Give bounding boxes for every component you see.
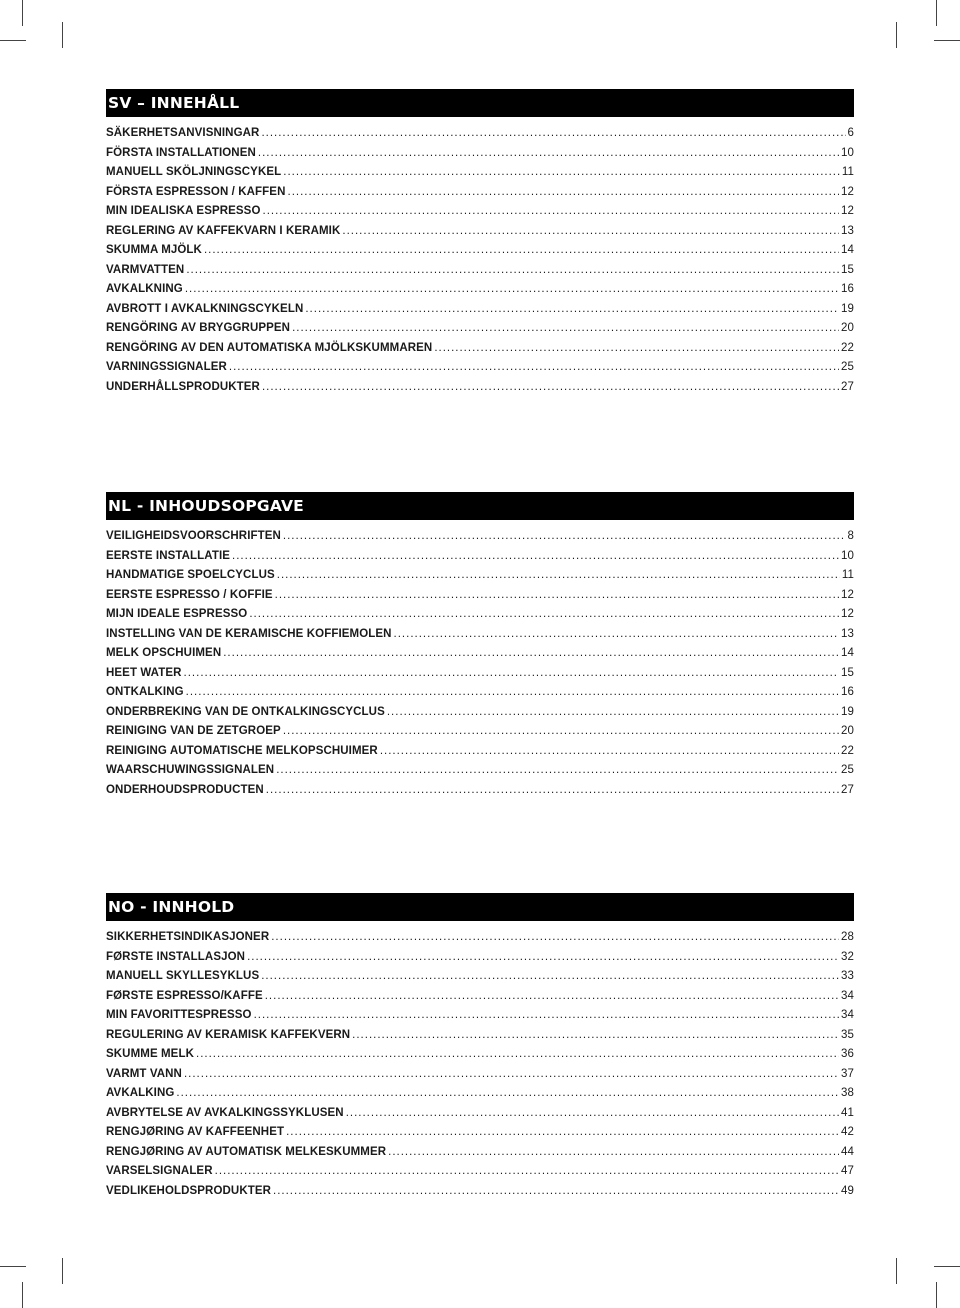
toc-leader-dots [346, 1104, 839, 1124]
toc-entry-title: REGULERING AV KERAMISK KAFFEKVERN [106, 1028, 351, 1041]
toc-entry-title: EERSTE ESPRESSO / KOFFIE [106, 588, 273, 601]
toc-entry-title: RENGJØRING AV KAFFEENHET [106, 1126, 285, 1138]
toc-entry-title: WAARSCHUWINGSSIGNALEN [106, 764, 275, 776]
toc-leader-dots [223, 644, 839, 664]
toc-entry-title: VARMT VANN [106, 1067, 182, 1080]
crop-mark [22, 1282, 23, 1308]
toc-entry-page: 25 [841, 764, 854, 776]
toc-entry-page: 22 [841, 744, 854, 757]
toc-entry-title: MELK OPSCHUIMEN [106, 647, 222, 659]
toc-entry [106, 625, 854, 645]
toc-entry-page: 19 [841, 705, 854, 718]
toc-entry-title: VARMVATTEN [106, 263, 185, 276]
section-header: NL - INHOUDSOPGAVE [106, 492, 854, 520]
toc-entry-title: SIKKERHETSINDIKASJONER [106, 931, 270, 943]
toc-entry-page: 12 [841, 205, 854, 217]
toc-entry-title: VARNINGSSIGNALER [106, 361, 227, 373]
toc-entry [106, 664, 854, 684]
toc-entry-page: 15 [841, 263, 854, 276]
toc-leader-dots [247, 948, 839, 968]
toc-entry-page: 34 [841, 989, 854, 1002]
toc-entry-page: 16 [841, 283, 854, 295]
toc-entry-page: 41 [841, 1106, 854, 1119]
crop-mark [896, 22, 897, 48]
toc-entry-title: EERSTE INSTALLATIE [106, 549, 231, 562]
toc-entry [106, 378, 854, 398]
toc-leader-dots [254, 1006, 839, 1026]
toc-entry-title: MIN IDEALISKA ESPRESSO [106, 205, 261, 217]
toc-leader-dots [266, 781, 839, 801]
toc-entry-page: 11 [841, 569, 854, 581]
toc-entry-page: 12 [841, 608, 854, 620]
toc-entry [106, 1084, 854, 1104]
toc-entry-title: SÄKERHETSANVISNINGAR [106, 127, 260, 139]
toc-entry-title: AVBRYTELSE AV AVKALKINGSSYKLUSEN [106, 1106, 344, 1119]
toc-entry [106, 527, 854, 547]
toc-entry-page: 20 [841, 322, 854, 334]
toc-entry [106, 241, 854, 261]
toc-leader-dots [380, 742, 839, 762]
toc-entry [106, 144, 854, 164]
toc-entry [106, 948, 854, 968]
toc-entry-title: VEDLIKEHOLDSPRODUKTER [106, 1184, 272, 1197]
toc-entry [106, 1006, 854, 1026]
toc-entry-title: ONDERBREKING VAN DE ONTKALKINGSCYCLUS [106, 705, 385, 718]
toc-leader-dots [176, 1084, 839, 1104]
crop-mark [0, 40, 26, 41]
toc-entry-page: 13 [841, 627, 854, 640]
toc-entry [106, 928, 854, 948]
toc-entry-page: 13 [841, 224, 854, 237]
toc-entry-page: 37 [841, 1067, 854, 1080]
toc-list [106, 124, 854, 397]
toc-entry [106, 261, 854, 281]
toc-leader-dots [387, 703, 839, 723]
toc-entry-title: VEILIGHEIDSVOORSCHRIFTEN [106, 530, 281, 542]
toc-leader-dots [275, 586, 839, 606]
toc-entry [106, 1045, 854, 1065]
toc-entry [106, 1123, 854, 1143]
toc-entry-page: 28 [841, 931, 854, 943]
toc-entry [106, 566, 854, 586]
toc-entry-page: 32 [841, 950, 854, 963]
toc-entry [106, 222, 854, 242]
crop-mark [936, 1282, 937, 1308]
toc-entry-page: 22 [841, 341, 854, 354]
toc-entry-page: 11 [841, 166, 854, 178]
toc-leader-dots [352, 1026, 839, 1046]
toc-leader-dots [265, 987, 839, 1007]
toc-entry-page: 34 [841, 1009, 854, 1021]
toc-section-sv [106, 89, 854, 397]
toc-entry-title: MIN FAVORITTESPRESSO [106, 1009, 252, 1021]
toc-leader-dots [288, 183, 840, 203]
toc-leader-dots [186, 261, 839, 281]
toc-entry-title: ONTKALKING [106, 686, 184, 698]
toc-entry-title: FÖRSTA ESPRESSON / KAFFEN [106, 185, 286, 198]
crop-mark [934, 40, 960, 41]
toc-leader-dots [394, 625, 839, 645]
toc-entry-page: 10 [841, 146, 854, 159]
toc-leader-dots [186, 683, 839, 703]
toc-entry [106, 742, 854, 762]
toc-leader-dots [258, 144, 839, 164]
toc-entry-page: 44 [841, 1145, 854, 1158]
toc-leader-dots [184, 664, 839, 684]
toc-entry-page: 27 [841, 783, 854, 796]
toc-entry-title: FØRSTE INSTALLASJON [106, 950, 246, 963]
toc-entry [106, 1026, 854, 1046]
toc-entry-page: 16 [841, 686, 854, 698]
toc-leader-dots [283, 163, 840, 183]
toc-entry [106, 319, 854, 339]
toc-entry-title: SKUMMA MJÖLK [106, 244, 202, 256]
toc-entry [106, 644, 854, 664]
toc-leader-dots [273, 1182, 839, 1202]
crop-mark [896, 1258, 897, 1284]
toc-leader-dots [261, 124, 845, 144]
toc-entry-page: 38 [841, 1087, 854, 1099]
toc-leader-dots [283, 722, 839, 742]
toc-entry-title: REINIGING AUTOMATISCHE MELKOPSCHUIMER [106, 744, 378, 757]
toc-entry-title: MANUELL SKYLLESYKLUS [106, 970, 260, 982]
toc-leader-dots [305, 300, 839, 320]
toc-entry-title: HANDMATIGE SPOELCYCLUS [106, 569, 275, 581]
toc-entry-page: 12 [841, 185, 854, 198]
toc-entry-title: FÖRSTA INSTALLATIONEN [106, 146, 256, 159]
toc-entry [106, 1065, 854, 1085]
crop-mark [22, 0, 23, 26]
toc-leader-dots [263, 202, 840, 222]
toc-leader-dots [204, 241, 839, 261]
toc-entry-page: 12 [841, 588, 854, 601]
toc-entry [106, 605, 854, 625]
toc-leader-dots [215, 1162, 839, 1182]
toc-entry [106, 202, 854, 222]
toc-entry-page: 8 [847, 530, 854, 542]
toc-entry-page: 27 [841, 380, 854, 393]
toc-entry [106, 300, 854, 320]
toc-leader-dots [283, 527, 846, 547]
toc-entry [106, 183, 854, 203]
toc-entry-title: HEET WATER [106, 666, 182, 679]
toc-leader-dots [276, 761, 839, 781]
toc-entry [106, 339, 854, 359]
toc-entry [106, 761, 854, 781]
toc-entry [106, 967, 854, 987]
toc-entry-title: REINIGING VAN DE ZETGROEP [106, 725, 281, 737]
toc-entry-page: 49 [841, 1184, 854, 1197]
toc-entry-title: MANUELL SKÖLJNINGSCYKEL [106, 166, 282, 178]
toc-entry [106, 1104, 854, 1124]
toc-entry-title: VARSELSIGNALER [106, 1165, 213, 1177]
toc-leader-dots [434, 339, 839, 359]
section-header: SV – INNEHÅLL [106, 89, 854, 117]
crop-mark [62, 1258, 63, 1284]
toc-entry-title: UNDERHÅLLSPRODUKTER [106, 380, 260, 393]
toc-leader-dots [261, 967, 839, 987]
toc-entry-page: 33 [841, 970, 854, 982]
toc-entry-title: RENGJØRING AV AUTOMATISK MELKESKUMMER [106, 1145, 387, 1158]
toc-entry [106, 987, 854, 1007]
toc-leader-dots [185, 280, 839, 300]
toc-entry-page: 15 [841, 666, 854, 679]
toc-entry [106, 703, 854, 723]
toc-leader-dots [277, 566, 840, 586]
toc-entry [106, 1162, 854, 1182]
toc-entry-page: 35 [841, 1028, 854, 1041]
toc-entry-page: 20 [841, 725, 854, 737]
toc-leader-dots [196, 1045, 839, 1065]
toc-entry-title: AVKALKING [106, 1087, 175, 1099]
toc-entry [106, 280, 854, 300]
toc-entry-title: RENGÖRING AV BRYGGRUPPEN [106, 322, 291, 334]
toc-entry-title: ONDERHOUDSPRODUCTEN [106, 783, 264, 796]
toc-leader-dots [292, 319, 839, 339]
toc-leader-dots [286, 1123, 839, 1143]
toc-entry-page: 36 [841, 1048, 854, 1060]
toc-entry-title: AVBROTT I AVKALKNINGSCYKELN [106, 302, 304, 315]
toc-leader-dots [262, 378, 839, 398]
toc-leader-dots [232, 547, 839, 567]
toc-entry-page: 14 [841, 647, 854, 659]
toc-entry [106, 683, 854, 703]
toc-leader-dots [249, 605, 839, 625]
toc-list [106, 928, 854, 1201]
toc-leader-dots [184, 1065, 839, 1085]
toc-entry-page: 25 [841, 361, 854, 373]
toc-entry [106, 781, 854, 801]
toc-entry-title: AVKALKNING [106, 283, 183, 295]
toc-entry [106, 163, 854, 183]
section-header: NO - INNHOLD [106, 893, 854, 921]
toc-entry-title: REGLERING AV KAFFEKVARN I KERAMIK [106, 224, 341, 237]
toc-entry-page: 14 [841, 244, 854, 256]
toc-list [106, 527, 854, 800]
toc-entry-title: INSTELLING VAN DE KERAMISCHE KOFFIEMOLEN [106, 627, 392, 640]
toc-entry-page: 47 [841, 1165, 854, 1177]
toc-entry [106, 1182, 854, 1202]
crop-mark [936, 0, 937, 26]
toc-entry [106, 547, 854, 567]
toc-entry [106, 1143, 854, 1163]
crop-mark [0, 1266, 26, 1267]
toc-entry-page: 6 [847, 127, 854, 139]
toc-section-no [106, 893, 854, 1201]
toc-section-nl [106, 492, 854, 800]
toc-entry [106, 124, 854, 144]
toc-leader-dots [388, 1143, 839, 1163]
toc-entry-title: RENGÖRING AV DEN AUTOMATISKA MJÖLKSKUMMAREN [106, 341, 433, 354]
toc-entry [106, 586, 854, 606]
toc-entry-page: 10 [841, 549, 854, 562]
toc-entry-title: FØRSTE ESPRESSO/KAFFE [106, 989, 263, 1002]
crop-mark [934, 1266, 960, 1267]
toc-leader-dots [271, 928, 839, 948]
toc-entry-page: 19 [841, 302, 854, 315]
toc-entry-title: MIJN IDEALE ESPRESSO [106, 608, 248, 620]
toc-entry-page: 42 [841, 1126, 854, 1138]
toc-entry-title: SKUMME MELK [106, 1048, 194, 1060]
toc-leader-dots [342, 222, 839, 242]
toc-entry [106, 358, 854, 378]
toc-entry [106, 722, 854, 742]
toc-leader-dots [229, 358, 839, 378]
crop-mark [62, 22, 63, 48]
